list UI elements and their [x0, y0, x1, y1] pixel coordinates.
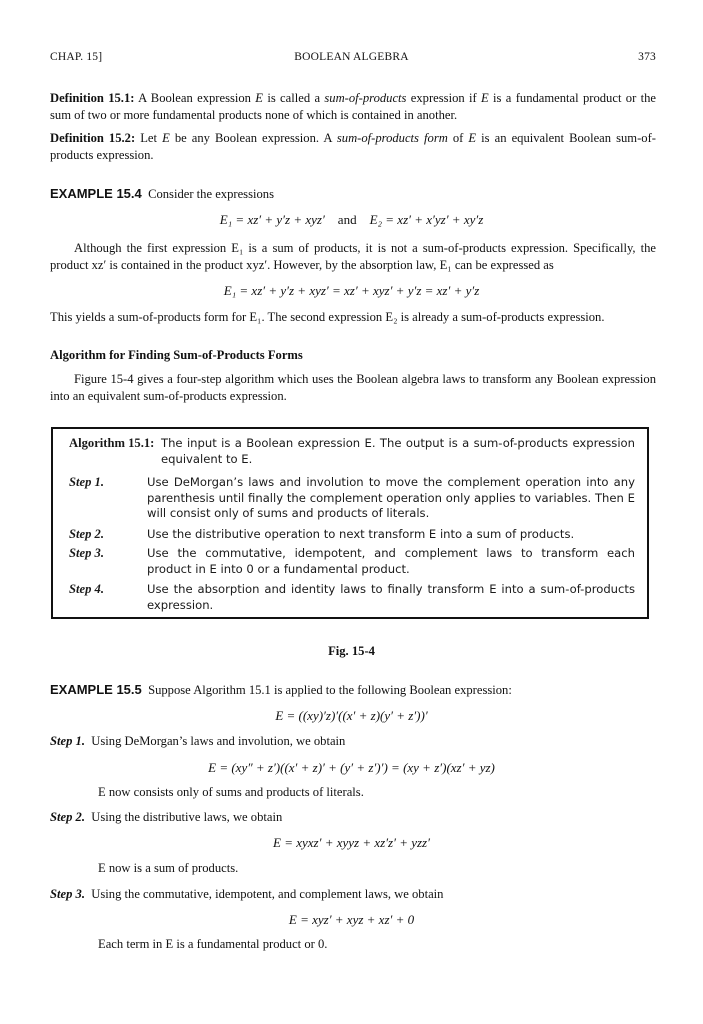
algorithm-box — [51, 427, 649, 619]
running-header-title: BOOLEAN ALGEBRA — [294, 51, 409, 63]
example-15-5-equation-1: E = (xy″ + z′)((x′ + z)′ + (y′ + z′)′) = (xy + z′)(xz′ + yz) — [208, 760, 495, 775]
example-15-5-equation-3: E = xyz′ + xyz + xz′ + 0 — [288, 912, 415, 927]
example-15-4-paragraph-2: This yields a sum-of-products form for E₁. The second expression E₂ is already a sum-of-products expression. — [50, 310, 605, 324]
example-15-4-intro: EXAMPLE 15.4 Consider the expressions — [50, 186, 274, 201]
algorithm-step-4: Step 4. Use the absorption and identity laws to finally transform E into a sum-of-products expression. — [69, 582, 635, 612]
example-15-4-equation-2: E₁ = xz′ + y′z + xyz′ = xz′ + xyz′ + y′z = xz′ + y′z — [223, 283, 480, 298]
definition-15-2: Definition 15.2: Let E be any Boolean expression. A sum-of-products form of E is an equivalent Boolean sum-of-products expression. — [50, 131, 656, 162]
algorithm-step-2: Step 2. Use the distributive operation to next transform E into a sum of products. — [69, 527, 575, 541]
algorithm-step-1: Step 1. Use DeMorgan’s laws and involution to move the complement operation into any parenthesis until finally the complement operation only applies to variables. Then E will consist only of sums and products of literals. — [69, 475, 635, 521]
example-15-5-step-1: Step 1. Using DeMorgan’s laws and involution, we obtain — [50, 734, 346, 748]
example-15-5-step-3-note: Each term in E is a fundamental product or 0. — [98, 937, 328, 951]
running-header-chapter: CHAP. 15] — [50, 51, 103, 63]
example-15-5-step-2: Step 2. Using the distributive laws, we obtain — [50, 810, 283, 824]
example-15-4-equation-1: E₁ = xz′ + y′z + xyz′ and E₂ = xz′ + x′yz′ + xy′z — [219, 212, 484, 227]
example-15-4-paragraph-1: Although the first expression E₁ is a sum of products, it is not a sum-of-products expression. Specifically, the product xz′ is contained in the product xyz′. However, by the absorption law, E₁ can be expressed as — [50, 241, 656, 272]
algorithm-intro: Algorithm 15.1: The input is a Boolean expression E. The output is a sum-of-products expression equivalent to E. — [69, 436, 635, 466]
section-heading-algorithm: Algorithm for Finding Sum-of-Products Forms — [50, 348, 303, 362]
algorithm-step-3: Step 3. Use the commutative, idempotent, and complement laws to transform each product in E into 0 or a fundamental product. — [69, 546, 635, 576]
example-15-5-step-3: Step 3. Using the commutative, idempotent, and complement laws, we obtain — [50, 887, 444, 901]
section-paragraph-algorithm: Figure 15-4 gives a four-step algorithm which uses the Boolean algebra laws to transform any Boolean expression into an equivalent sum-of-products expression. — [50, 372, 656, 403]
example-15-5-equation-2: E = xyxz′ + xyyz + xz′z′ + yzz′ — [273, 835, 430, 850]
definition-15-1: Definition 15.1: A Boolean expression E is called a sum-of-products expression if E is a fundamental product or the sum of two or more fundamental products none of which is contained in another. — [50, 91, 656, 122]
example-15-5-intro: EXAMPLE 15.5 Suppose Algorithm 15.1 is applied to the following Boolean expression: — [50, 682, 512, 697]
page-number: 373 — [638, 51, 656, 63]
example-15-5-step-2-note: E now is a sum of products. — [98, 861, 239, 875]
figure-caption: Fig. 15-4 — [328, 644, 375, 658]
example-15-5-step-1-note: E now consists only of sums and products of literals. — [98, 785, 364, 799]
example-15-5-equation-0: E = ((xy)′z)′((x′ + z)(y′ + z′))′ — [275, 708, 428, 723]
